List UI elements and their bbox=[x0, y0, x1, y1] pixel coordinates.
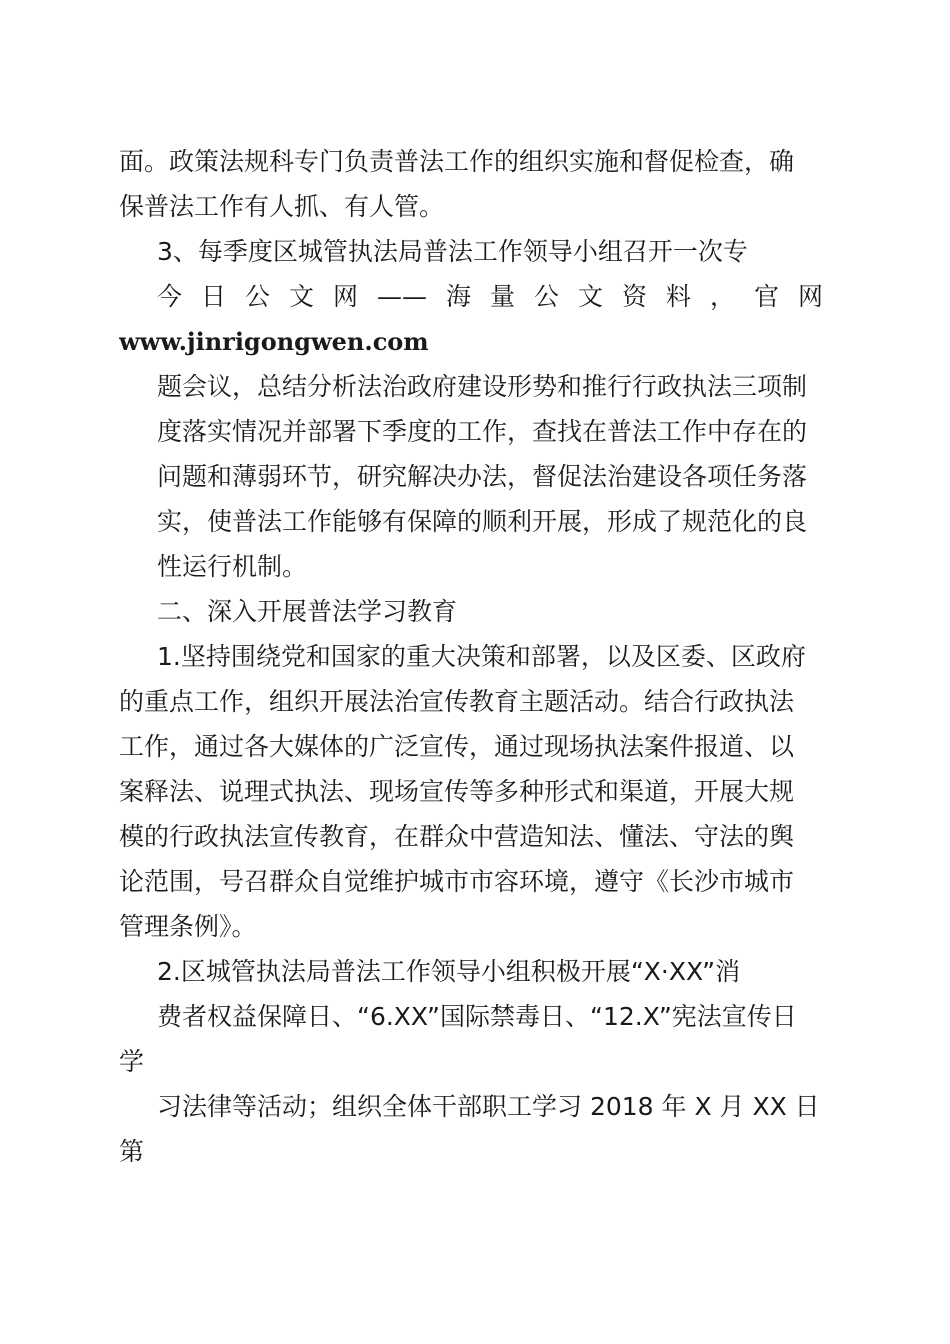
text-line: 费者权益保障日、“6.XX”国际禁毒日、“12.X”宪法宣传日 bbox=[157, 1002, 797, 1031]
text-line: 学 bbox=[119, 1047, 145, 1076]
text-line: 模的行政执法宣传教育，在群众中营造知法、懂法、守法的舆 bbox=[119, 822, 795, 851]
watermark-text: 今日公文网——海量公文资料，官网 bbox=[157, 282, 823, 311]
text-line: 1.坚持围绕党和国家的重大决策和部署，以及区委、区政府 bbox=[157, 642, 806, 671]
text-line: 题会议，总结分析法治政府建设形势和推行行政执法三项制 bbox=[157, 372, 808, 401]
text-line: 实，使普法工作能够有保障的顺利开展，形成了规范化的良 bbox=[157, 507, 808, 536]
text-line: 3、每季度区城管执法局普法工作领导小组召开一次专 bbox=[157, 237, 748, 266]
text-line: 的重点工作，组织开展法治宣传教育主题活动。结合行政执法 bbox=[119, 687, 795, 716]
text-line: 案释法、说理式执法、现场宣传等多种形式和渠道，开展大规 bbox=[119, 777, 795, 806]
text-line: 论范围，号召群众自觉维护城市市容环境，遵守《长沙市城市 bbox=[119, 867, 795, 896]
text-line: 2.区城管执法局普法工作领导小组积极开展“X·XX”消 bbox=[157, 957, 741, 986]
text-line: 度落实情况并部署下季度的工作，查找在普法工作中存在的 bbox=[157, 417, 808, 446]
text-line: 第 bbox=[119, 1137, 145, 1166]
watermark-url: www.jinrigongwen.com bbox=[119, 327, 429, 356]
text-line: 工作，通过各大媒体的广泛宣传，通过现场执法案件报道、以 bbox=[119, 732, 795, 761]
text-line: 习法律等活动；组织全体干部职工学习 2018 年 X 月 XX 日 bbox=[157, 1092, 820, 1121]
text-line: 管理条例》。 bbox=[119, 912, 257, 941]
text-line: 面。政策法规科专门负责普法工作的组织实施和督促检查，确 bbox=[119, 147, 795, 176]
text-line: 问题和薄弱环节，研究解决办法，督促法治建设各项任务落 bbox=[157, 462, 808, 491]
section-heading: 二、深入开展普法学习教育 bbox=[157, 597, 458, 626]
text-line: 保普法工作有人抓、有人管。 bbox=[119, 192, 445, 221]
text-line: 性运行机制。 bbox=[157, 552, 308, 581]
